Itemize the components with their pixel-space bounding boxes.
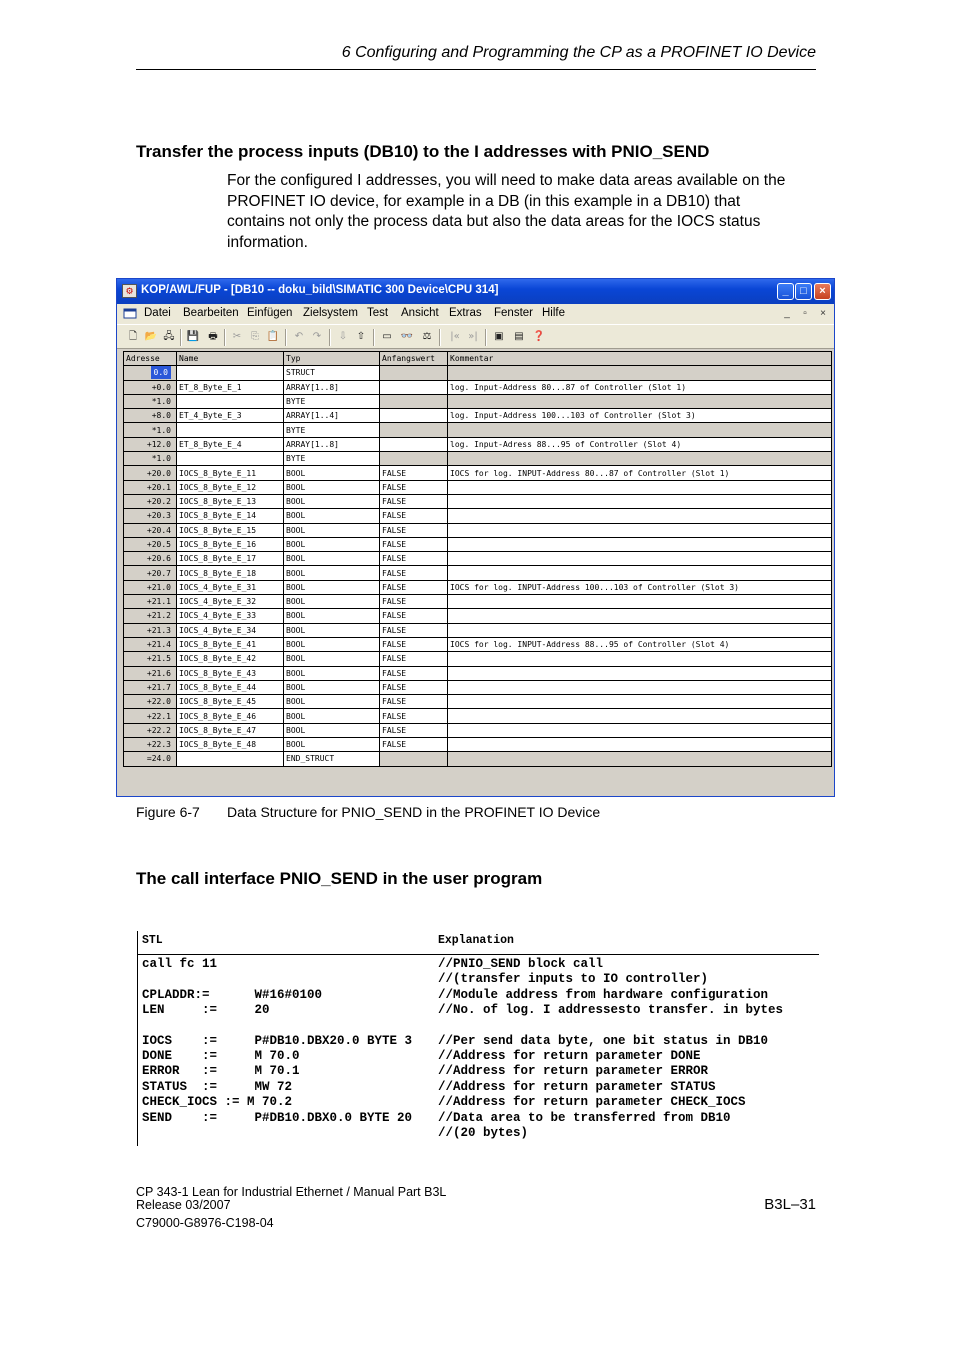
cell-comment[interactable] (448, 709, 832, 723)
cell-addr[interactable]: *1.0 (124, 394, 177, 408)
cell-init[interactable]: FALSE (380, 723, 448, 737)
cell-name[interactable] (177, 452, 284, 466)
window-titlebar[interactable] (117, 279, 834, 304)
explanation-line: //Per send data byte, one bit status in DB10 (438, 1033, 769, 1048)
cell-comment[interactable]: log. Input-Address 100...103 of Controller (Slot 3) (448, 409, 832, 423)
column-header-anfangswert[interactable]: Anfangswert (380, 352, 448, 366)
maximize-button[interactable]: □ (795, 283, 812, 300)
column-header-kommentar[interactable]: Kommentar (448, 352, 832, 366)
table-row[interactable] (124, 680, 832, 694)
data-block-grid-area (123, 351, 832, 791)
cell-init[interactable]: FALSE (380, 580, 448, 594)
toolbar-separator (285, 329, 287, 346)
stl-code-line: ERROR := M 70.1 (142, 1064, 300, 1079)
table-row[interactable] (124, 466, 832, 480)
explanation-line: //(20 bytes) (438, 1125, 529, 1140)
table-row[interactable] (124, 566, 832, 580)
data-block-table (123, 351, 832, 767)
cell-comment[interactable] (448, 609, 832, 623)
explanation-line: //Module address from hardware configuration (438, 987, 769, 1002)
cell-type[interactable]: BOOL (284, 637, 380, 651)
toolbar-separator (373, 329, 375, 346)
close-button[interactable]: × (814, 283, 831, 300)
cell-addr[interactable]: +22.1 (124, 709, 177, 723)
section-paragraph (227, 171, 817, 254)
cell-comment[interactable] (448, 623, 832, 637)
cell-name[interactable]: IOCS_4_Byte_E_34 (177, 623, 284, 637)
stl-code-line: CHECK_IOCS := M 70.2 (142, 1095, 293, 1110)
cell-init[interactable]: FALSE (380, 566, 448, 580)
cell-addr[interactable]: +21.0 (124, 580, 177, 594)
table-row[interactable] (124, 623, 832, 637)
cell-init[interactable]: FALSE (380, 680, 448, 694)
load-icon[interactable]: ⇩ (338, 331, 348, 342)
cell-name[interactable]: IOCS_8_Byte_E_45 (177, 695, 284, 709)
table-row[interactable] (124, 595, 832, 609)
explanation-line: //PNIO_SEND block call (438, 957, 604, 971)
table-row[interactable] (124, 452, 832, 466)
help-icon[interactable]: ❓ (532, 331, 546, 342)
cell-addr[interactable]: =24.0 (124, 752, 177, 766)
editor-window (116, 278, 835, 797)
cell-addr[interactable]: +12.0 (124, 437, 177, 451)
open-icon[interactable]: 📂 (144, 331, 158, 342)
cell-name[interactable]: IOCS_8_Byte_E_18 (177, 566, 284, 580)
cell-name[interactable]: IOCS_4_Byte_E_31 (177, 580, 284, 594)
redo-icon[interactable]: ↷ (312, 331, 322, 342)
first-icon[interactable]: |« (450, 331, 460, 342)
cell-type[interactable]: BOOL (284, 680, 380, 694)
toolbar-separator (224, 329, 226, 346)
figure-number: Figure 6-7 (136, 804, 200, 820)
menu-bar (117, 304, 834, 324)
menu-fenster[interactable]: Fenster (494, 307, 533, 319)
cell-init[interactable] (380, 752, 448, 766)
cell-name[interactable]: IOCS_8_Byte_E_42 (177, 652, 284, 666)
cell-addr[interactable]: +21.3 (124, 623, 177, 637)
cell-comment[interactable]: IOCS for log. INPUT-Address 100...103 of Controller (Slot 3) (448, 580, 832, 594)
cell-type[interactable]: BYTE (284, 423, 380, 437)
toolbar (117, 324, 834, 349)
code-header-explanation: Explanation (438, 934, 514, 947)
cell-init[interactable]: FALSE (380, 494, 448, 508)
cell-type[interactable]: BOOL (284, 566, 380, 580)
figure-caption (136, 804, 600, 820)
cell-init[interactable] (380, 423, 448, 437)
last-icon[interactable]: »| (468, 331, 478, 342)
cell-type[interactable]: ARRAY[1..4] (284, 409, 380, 423)
table-header-row (124, 352, 832, 366)
monitor-icon[interactable]: 👓 (400, 331, 414, 342)
table-row[interactable] (124, 609, 832, 623)
cell-comment[interactable] (448, 494, 832, 508)
copy-icon[interactable]: ⎘ (251, 331, 259, 342)
table-row[interactable] (124, 695, 832, 709)
header-rule (136, 69, 816, 70)
cell-init[interactable] (380, 380, 448, 394)
paragraph-line: information. (227, 234, 308, 252)
cell-type[interactable]: END_STRUCT (284, 752, 380, 766)
mdi-close-button[interactable]: × (820, 308, 826, 319)
cell-type[interactable]: BOOL (284, 523, 380, 537)
figure-caption-text: Data Structure for PNIO_SEND in the PROFINET IO Device (227, 804, 601, 820)
table-row[interactable] (124, 552, 832, 566)
cell-addr[interactable]: +20.5 (124, 537, 177, 551)
footer-doc-number: C79000-G8976-C198-04 (136, 1216, 274, 1230)
stl-code-line: LEN := 20 (142, 1003, 270, 1018)
table-row[interactable] (124, 394, 832, 408)
cell-init[interactable]: FALSE (380, 652, 448, 666)
cell-comment[interactable] (448, 552, 832, 566)
cell-name[interactable]: IOCS_8_Byte_E_13 (177, 494, 284, 508)
table-row[interactable] (124, 709, 832, 723)
cell-name[interactable]: ET_8_Byte_E_4 (177, 437, 284, 451)
print-icon[interactable]: 🖶 (208, 331, 218, 342)
cell-name[interactable]: IOCS_4_Byte_E_33 (177, 609, 284, 623)
cell-addr[interactable]: +21.5 (124, 652, 177, 666)
document-window-icon[interactable] (123, 307, 137, 320)
column-header-name[interactable]: Name (177, 352, 284, 366)
cell-type[interactable]: BOOL (284, 652, 380, 666)
cell-addr[interactable]: +22.3 (124, 738, 177, 752)
cell-init[interactable]: FALSE (380, 709, 448, 723)
cell-addr[interactable]: +20.6 (124, 552, 177, 566)
cell-comment[interactable]: log. Input-Address 80...87 of Controller (Slot 1) (448, 380, 832, 394)
cell-type[interactable]: BOOL (284, 609, 380, 623)
mdi-restore-button[interactable]: ▫ (803, 308, 807, 319)
cell-init[interactable]: FALSE (380, 609, 448, 623)
table-row[interactable] (124, 666, 832, 680)
section-heading-transfer: Transfer the process inputs (DB10) to the I addresses with PNIO_SEND (136, 142, 710, 161)
code-table-left-border (137, 931, 138, 1146)
cell-addr[interactable]: +20.1 (124, 480, 177, 494)
cell-init[interactable]: FALSE (380, 637, 448, 651)
cell-type[interactable]: BOOL (284, 709, 380, 723)
column-header-typ[interactable]: Typ (284, 352, 380, 366)
cell-comment[interactable] (448, 652, 832, 666)
cell-comment[interactable] (448, 452, 832, 466)
cell-name[interactable]: IOCS_8_Byte_E_48 (177, 738, 284, 752)
toolbar-separator (439, 329, 441, 346)
cell-addr[interactable]: +21.4 (124, 637, 177, 651)
table-row[interactable] (124, 509, 832, 523)
cell-name[interactable]: IOCS_8_Byte_E_46 (177, 709, 284, 723)
cell-name[interactable]: IOCS_8_Byte_E_41 (177, 637, 284, 651)
cell-addr[interactable]: +21.1 (124, 595, 177, 609)
cell-comment[interactable] (448, 723, 832, 737)
footer-line: CP 343-1 Lean for Industrial Ethernet / Manual Part B3L (136, 1185, 447, 1199)
cell-comment[interactable] (448, 666, 832, 680)
cell-addr[interactable]: +20.2 (124, 494, 177, 508)
table-row[interactable] (124, 494, 832, 508)
cell-type[interactable]: BOOL (284, 537, 380, 551)
cell-type[interactable]: BOOL (284, 623, 380, 637)
insert-row-icon[interactable]: ▭ (382, 331, 392, 342)
cell-type[interactable]: BYTE (284, 394, 380, 408)
cell-addr[interactable]: +21.6 (124, 666, 177, 680)
table-row[interactable] (124, 738, 832, 752)
menu-extras[interactable]: Extras (449, 307, 482, 319)
paste-icon[interactable]: 📋 (266, 331, 280, 342)
page-number: B3L–31 (764, 1196, 816, 1213)
running-header: 6 Configuring and Programming the CP as a PROFINET IO Device (341, 44, 816, 61)
cell-name[interactable] (177, 423, 284, 437)
app-icon: ⚙ (122, 284, 137, 298)
menu-ansicht[interactable]: Ansicht (401, 307, 439, 319)
cell-init[interactable]: FALSE (380, 509, 448, 523)
table-row[interactable] (124, 437, 832, 451)
cell-name[interactable] (177, 752, 284, 766)
cell-init[interactable]: FALSE (380, 666, 448, 680)
toolbar-separator (485, 329, 487, 346)
cell-comment[interactable] (448, 523, 832, 537)
cell-init[interactable]: FALSE (380, 523, 448, 537)
stl-code-line: STATUS := MW 72 (142, 1079, 293, 1094)
cell-init[interactable]: FALSE (380, 466, 448, 480)
table-row[interactable] (124, 409, 832, 423)
cell-comment[interactable]: IOCS for log. INPUT-Address 88...95 of Controller (Slot 4) (448, 637, 832, 651)
cell-init[interactable] (380, 452, 448, 466)
cell-type[interactable]: BOOL (284, 580, 380, 594)
menu-hilfe[interactable]: Hilfe (542, 307, 566, 319)
table-row[interactable] (124, 380, 832, 394)
minimize-button[interactable]: _ (777, 283, 794, 300)
cell-type[interactable]: BOOL (284, 738, 380, 752)
cell-comment[interactable] (448, 695, 832, 709)
cell-comment[interactable] (448, 680, 832, 694)
code-header-stl: STL (142, 934, 163, 947)
explanation-line: //Address for return parameter DONE (438, 1049, 701, 1064)
table-row[interactable] (124, 480, 832, 494)
footer-line: Release 03/2007 (136, 1198, 231, 1212)
menu-bearbeiten[interactable]: Bearbeiten (183, 307, 239, 319)
cell-init[interactable]: FALSE (380, 480, 448, 494)
cell-type[interactable]: BOOL (284, 723, 380, 737)
toolbar-separator (329, 329, 331, 346)
explanation-line: //Address for return parameter ERROR (438, 1064, 709, 1079)
compare-icon[interactable]: ⚖ (422, 331, 432, 342)
menu-test[interactable]: Test (367, 307, 389, 319)
cell-init[interactable] (380, 437, 448, 451)
cell-init[interactable] (380, 409, 448, 423)
cell-name[interactable]: IOCS_8_Byte_E_11 (177, 466, 284, 480)
cell-addr[interactable]: +0.0 (124, 380, 177, 394)
stl-code-line: SEND := P#DB10.DBX0.0 BYTE 20 (142, 1110, 413, 1125)
cell-init[interactable] (380, 394, 448, 408)
stl-code-line: CPLADDR:= W#16#0100 (142, 987, 323, 1002)
cell-addr[interactable] (124, 366, 177, 380)
cell-name[interactable] (177, 394, 284, 408)
upload-icon[interactable]: ⇧ (356, 331, 366, 342)
cell-name[interactable]: ET_8_Byte_E_1 (177, 380, 284, 394)
table-row[interactable] (124, 652, 832, 666)
new-icon[interactable]: 🗋 (128, 331, 138, 342)
cell-type[interactable]: BOOL (284, 666, 380, 680)
explanation-line: //Address for return parameter STATUS (438, 1079, 716, 1094)
cell-comment[interactable] (448, 394, 832, 408)
code-table-header-rule (137, 954, 819, 955)
cell-addr[interactable]: +22.2 (124, 723, 177, 737)
table-row[interactable] (124, 637, 832, 651)
details-icon[interactable]: ▤ (514, 331, 524, 342)
cell-addr[interactable]: +20.3 (124, 509, 177, 523)
cell-comment[interactable]: log. Input-Adress 88...95 of Controller (Slot 4) (448, 437, 832, 451)
save-icon[interactable]: 💾 (186, 331, 200, 342)
cell-name[interactable] (177, 366, 284, 380)
cell-comment[interactable]: IOCS for log. INPUT-Address 80...87 of Controller (Slot 1) (448, 466, 832, 480)
cell-init[interactable]: FALSE (380, 552, 448, 566)
cell-type[interactable]: STRUCT (284, 366, 380, 380)
cell-init[interactable]: FALSE (380, 695, 448, 709)
accessible-nodes-icon[interactable]: 🖧 (163, 331, 175, 342)
cell-comment[interactable] (448, 366, 832, 380)
table-row[interactable] (124, 537, 832, 551)
cell-init[interactable]: FALSE (380, 738, 448, 752)
cell-name[interactable]: IOCS_8_Byte_E_17 (177, 552, 284, 566)
explanation-line: //Data area to be transferred from DB10 (438, 1110, 731, 1125)
menu-datei[interactable]: Datei (144, 307, 171, 319)
cell-addr[interactable]: +8.0 (124, 409, 177, 423)
cell-type[interactable]: BOOL (284, 595, 380, 609)
cell-type[interactable]: ARRAY[1..8] (284, 437, 380, 451)
cell-type[interactable]: BYTE (284, 452, 380, 466)
cell-name[interactable]: IOCS_8_Byte_E_16 (177, 537, 284, 551)
table-row[interactable] (124, 580, 832, 594)
cell-addr[interactable]: +22.0 (124, 695, 177, 709)
menu-zielsystem[interactable]: Zielsystem (303, 307, 358, 319)
explanation-line: //No. of log. I addressesto transfer. in bytes (438, 1003, 784, 1018)
explanation-line: //Address for return parameter CHECK_IOCS (438, 1095, 746, 1110)
cell-name[interactable]: IOCS_8_Byte_E_43 (177, 666, 284, 680)
cell-comment[interactable] (448, 537, 832, 551)
cell-init[interactable]: FALSE (380, 623, 448, 637)
stl-code-line: call fc 11 (142, 957, 218, 971)
cell-addr[interactable]: +21.2 (124, 609, 177, 623)
cell-addr[interactable]: +20.0 (124, 466, 177, 480)
cell-comment[interactable] (448, 752, 832, 766)
paragraph-line: contains not only the process data but also the data areas for the IOCS status (227, 213, 761, 231)
toolbar-separator (180, 329, 182, 346)
footer-manual-info (136, 1186, 446, 1212)
overview-icon[interactable]: ▣ (494, 331, 504, 342)
table-row[interactable] (124, 723, 832, 737)
selected-address[interactable]: 0.0 (151, 366, 171, 379)
stl-code-line: DONE := M 70.0 (142, 1049, 300, 1064)
cell-addr[interactable]: *1.0 (124, 423, 177, 437)
cell-init[interactable]: FALSE (380, 595, 448, 609)
table-row[interactable] (124, 423, 832, 437)
cell-name[interactable]: IOCS_4_Byte_E_32 (177, 595, 284, 609)
paragraph-line: PROFINET IO device, for example in a DB (in this example in a DB10) that (227, 192, 741, 210)
cell-comment[interactable] (448, 738, 832, 752)
undo-icon[interactable]: ↶ (294, 331, 304, 342)
cell-comment[interactable] (448, 595, 832, 609)
cell-addr[interactable]: *1.0 (124, 452, 177, 466)
cut-icon[interactable]: ✂ (232, 331, 242, 342)
cell-type[interactable]: BOOL (284, 480, 380, 494)
cell-name[interactable]: ET_4_Byte_E_3 (177, 409, 284, 423)
cell-type[interactable]: BOOL (284, 494, 380, 508)
cell-name[interactable]: IOCS_8_Byte_E_15 (177, 523, 284, 537)
cell-addr[interactable]: +20.7 (124, 566, 177, 580)
cell-type[interactable]: BOOL (284, 552, 380, 566)
cell-comment[interactable] (448, 423, 832, 437)
cell-type[interactable]: ARRAY[1..8] (284, 380, 380, 394)
table-row[interactable] (124, 366, 832, 380)
cell-name[interactable]: IOCS_8_Byte_E_47 (177, 723, 284, 737)
table-row[interactable] (124, 523, 832, 537)
cell-addr[interactable]: +20.4 (124, 523, 177, 537)
explanation-line: //(transfer inputs to IO controller) (438, 972, 709, 987)
mdi-minimize-button[interactable]: _ (784, 308, 790, 319)
window-title: KOP/AWL/FUP - [DB10 -- doku_bild\SIMATIC 300 Device\CPU 314] (141, 284, 499, 296)
table-row[interactable] (124, 752, 832, 766)
cell-type[interactable]: BOOL (284, 509, 380, 523)
cell-type[interactable]: BOOL (284, 695, 380, 709)
cell-comment[interactable] (448, 480, 832, 494)
cell-addr[interactable]: +21.7 (124, 680, 177, 694)
cell-type[interactable]: BOOL (284, 466, 380, 480)
stl-code-line: IOCS := P#DB10.DBX20.0 BYTE 3 (142, 1033, 413, 1048)
cell-name[interactable]: IOCS_8_Byte_E_44 (177, 680, 284, 694)
cell-name[interactable]: IOCS_8_Byte_E_14 (177, 509, 284, 523)
cell-name[interactable]: IOCS_8_Byte_E_12 (177, 480, 284, 494)
cell-comment[interactable] (448, 566, 832, 580)
section-heading-call-interface: The call interface PNIO_SEND in the user program (136, 869, 543, 888)
cell-comment[interactable] (448, 509, 832, 523)
cell-init[interactable] (380, 366, 448, 380)
paragraph-line: For the configured I addresses, you will need to make data areas available on the (227, 172, 786, 189)
cell-init[interactable]: FALSE (380, 537, 448, 551)
menu-einfuegen[interactable]: Einfügen (247, 307, 293, 319)
column-header-adresse[interactable]: Adresse (124, 352, 177, 366)
